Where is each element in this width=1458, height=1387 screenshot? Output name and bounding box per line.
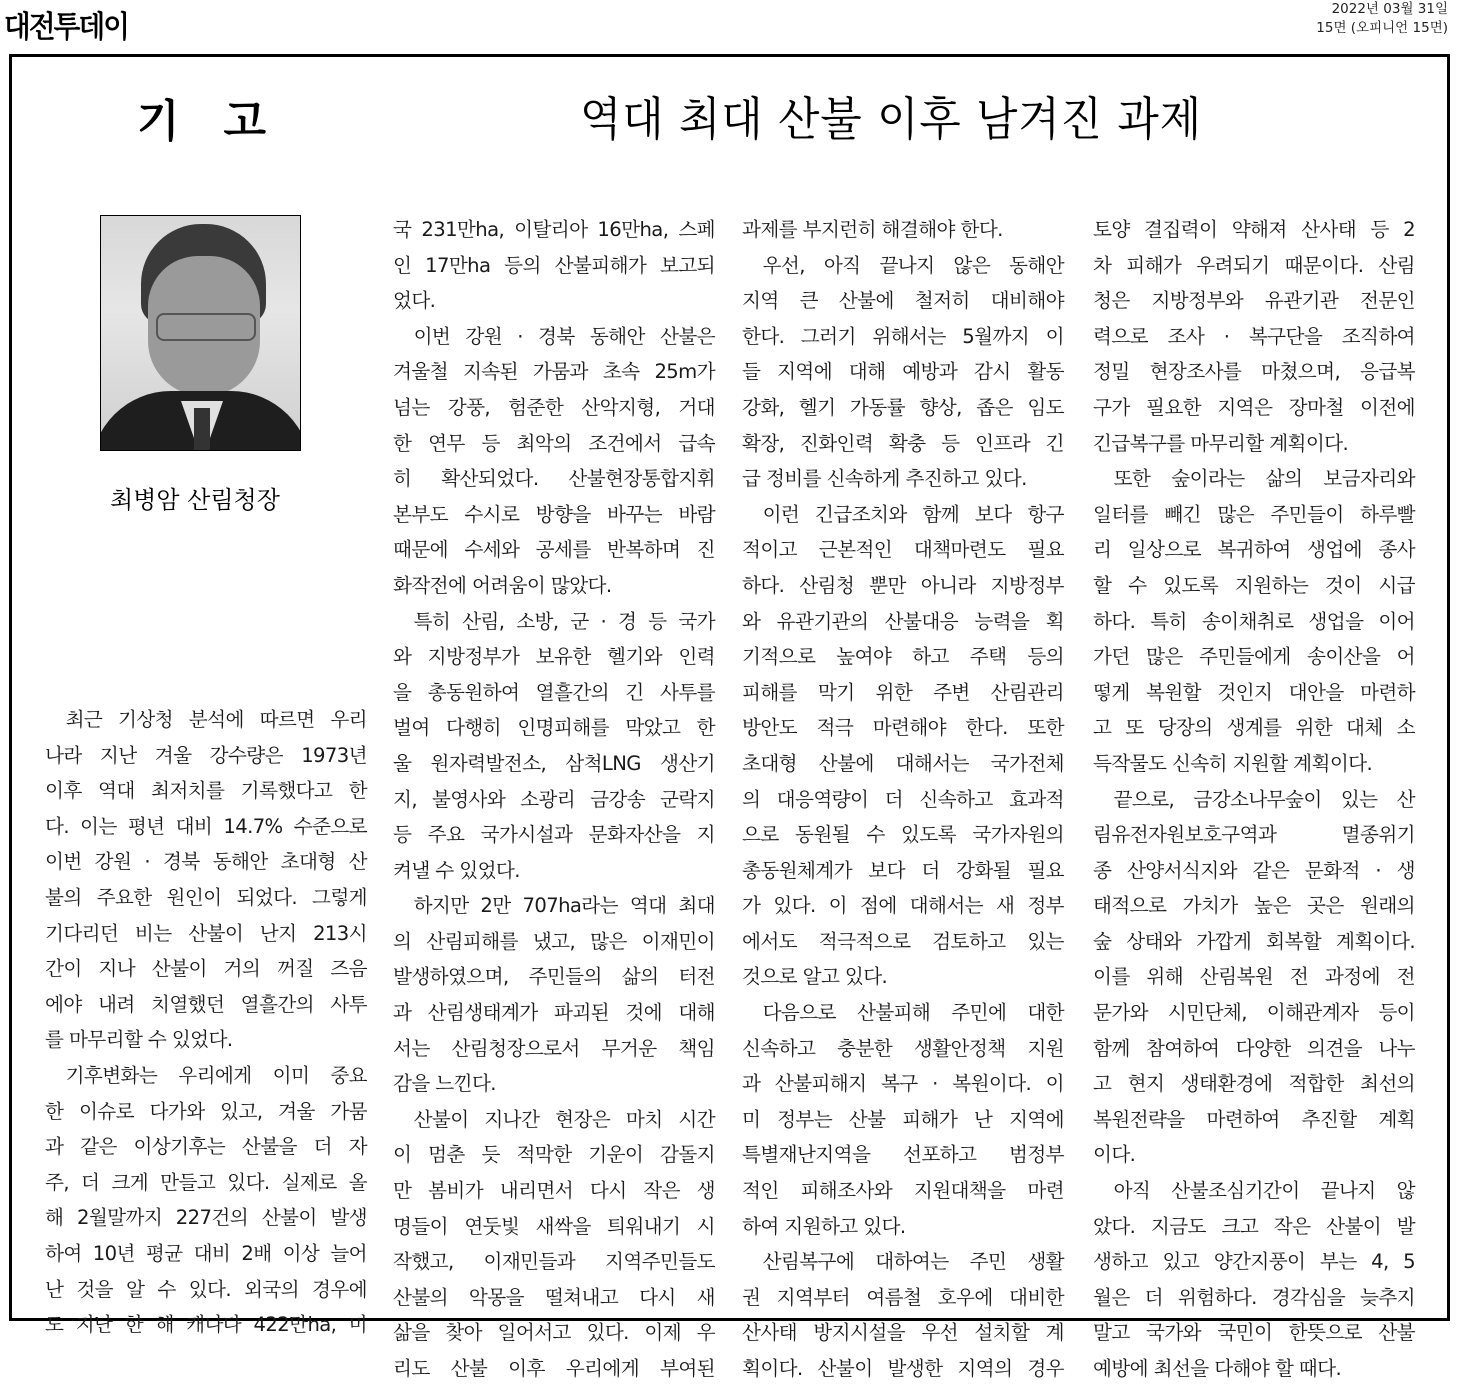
article-text-line: 긴급복구를 마무리할 계획이다.: [1093, 431, 1349, 455]
article-text-line: 지역 큰 산불에 철저히 대비해야: [742, 289, 1064, 313]
article-text-line: 넘는 강풍, 험준한 산악지형, 거대: [393, 395, 715, 419]
article-text-line: 태적으로 가치가 높은 곳은 원래의: [1093, 894, 1415, 918]
article-text-line: 하다. 특히 송이채취로 생업을 이어: [1093, 609, 1415, 633]
article-text-line: 총동원체계가 보다 더 강화될 필요: [742, 858, 1064, 882]
author-byline: 최병암 산림청장: [110, 486, 280, 514]
article-text-line: 를 마무리할 수 있었다.: [45, 1028, 233, 1052]
article-text-line: 울 원자력발전소, 삼척LNG 생산기: [393, 751, 715, 775]
article-text-line: 적이고 근본적인 대책마련도 필요: [742, 538, 1064, 562]
article-text-line: 가던 많은 주민들에게 송이산을 어: [1093, 645, 1415, 669]
article-text-line: 난 것을 알 수 있다. 외국의 경우에: [45, 1277, 367, 1301]
photo-tie: [194, 408, 210, 451]
article-text-line: 등 주요 국가시설과 문화자산을 지: [393, 823, 715, 847]
article-text-line: 미 정부는 산불 피해가 난 지역에: [742, 1107, 1064, 1131]
article-text-line: 본부도 수시로 방향을 바꾸는 바람: [393, 502, 715, 526]
article-text-line: 하지만 2만 707ha라는 역대 최대: [413, 894, 715, 918]
section-label: 기고: [137, 96, 311, 147]
article-text-line: 으로 동원될 수 있도록 국가자원의: [742, 823, 1064, 847]
article-text-line: 에서도 적극적으로 검토하고 있는: [742, 929, 1064, 953]
article-headline: 역대 최대 산불 이후 남겨진 과제: [580, 92, 1202, 146]
article-column-3: [742, 212, 1064, 1387]
article-text-line: 만 봄비가 내리면서 다시 작은 생: [393, 1179, 715, 1203]
article-text-line: 리도 산불 이후 우리에게 부여된: [393, 1357, 715, 1380]
article-text-line: 이 멈춘 듯 적막한 기운이 감돌지: [393, 1143, 715, 1167]
article-text-line: 떻게 복원할 것인지 대안을 마련하: [1093, 680, 1415, 704]
photo-glasses: [156, 313, 256, 341]
article-text-line: 하여 10년 평균 대비 2배 이상 늘어: [45, 1241, 367, 1265]
article-text-line: 삶을 찾아 일어서고 있다. 이제 우: [393, 1321, 715, 1345]
article-text-line: 정밀 현장조사를 마쳤으며, 응급복: [1093, 360, 1415, 384]
article-text-line: 하다. 산림청 뿐만 아니라 지방정부: [742, 573, 1064, 597]
article-text-line: 이번 강원 · 경북 동해안 산불은: [413, 324, 715, 348]
article-text-line: 와 지방정부가 보유한 헬기와 인력: [393, 645, 715, 669]
article-text-line: 고 또 당장의 생계를 위한 대체 소: [1093, 716, 1415, 740]
article-text-line: 산불의 악몽을 떨쳐내고 다시 새: [393, 1285, 715, 1309]
article-text-line: 신속하고 충분한 생활안정책 지원: [742, 1036, 1064, 1060]
article-text-line: 이런 긴급조치와 함께 보다 항구: [762, 502, 1064, 526]
page-number: 15면 (오피니언 15면): [1316, 20, 1448, 36]
article-text-line: 생하고 있고 양간지풍이 부는 4, 5: [1093, 1250, 1415, 1274]
article-text-line: 초대형 산불에 대해서는 국가전체: [742, 751, 1064, 775]
article-text-line: 고 현지 생태환경에 적합한 최선의: [1093, 1072, 1415, 1096]
article-text-line: 특별재난지역을 선포하고 범정부: [742, 1143, 1064, 1167]
article-text-line: 작했고, 이재민들과 지역주민들도: [393, 1250, 715, 1274]
article-text-line: 감을 느낀다.: [393, 1072, 496, 1096]
article-text-line: 산불이 지나간 현장은 마치 시간: [413, 1107, 715, 1131]
article-column-4: [1093, 212, 1415, 1387]
article-text-line: 인 17만ha 등의 산불피해가 보고되: [393, 253, 715, 277]
page-meta: [1316, 0, 1448, 38]
article-text-line: 다. 이는 평년 대비 14.7% 수준으로: [45, 814, 367, 838]
article-text-line: 우선, 아직 끝나지 않은 동해안: [762, 253, 1064, 277]
article-text-line: 과 산림생태계가 파괴된 것에 대해: [393, 1001, 715, 1025]
article-text-line: 이후 역대 최저치를 기록했다고 한: [45, 779, 367, 803]
article-text-line: 국 231만ha, 이탈리아 16만ha, 스페: [393, 218, 715, 241]
article-text-line: 차 피해가 우려되기 때문이다. 산림: [1093, 253, 1415, 277]
article-text-line: 었다.: [393, 289, 436, 313]
article-text-line: 기후변화는 우리에게 이미 중요: [65, 1063, 367, 1087]
article-text-line: 이를 위해 산림복원 전 과정에 전: [1093, 965, 1415, 989]
article-text-line: 문가와 시민단체, 이해관계자 등이: [1093, 1001, 1415, 1025]
article-text-line: 발생하였으며, 주민들의 삶의 터전: [393, 965, 715, 989]
article-text-line: 급 정비를 신속하게 추진하고 있다.: [742, 467, 1027, 491]
article-text-line: 권 지역부터 여름철 호우에 대비한: [742, 1285, 1064, 1309]
article-column-2: [393, 212, 715, 1387]
article-text-line: 히 확산되었다. 산불현장통합지휘: [393, 467, 715, 491]
article-text-line: 겨울철 지속된 가뭄과 초속 25m가: [393, 360, 715, 384]
article-text-line: 득작물도 신속히 지원할 계획이다.: [1093, 751, 1373, 775]
article-text-line: 산사태 방지시설을 우선 설치할 계: [742, 1321, 1064, 1345]
article-text-line: 확장, 진화인력 확충 등 인프라 긴: [742, 431, 1064, 455]
article-text-line: 월은 더 위험하다. 경각심을 늦추지: [1093, 1285, 1415, 1309]
article-text-line: 때문에 수세와 공세를 반복하며 진: [393, 538, 715, 562]
article-text-line: 과 산불피해지 복구 · 복원이다. 이: [742, 1072, 1064, 1096]
article-text-line: 에야 내려 치열했던 열흘간의 사투: [45, 992, 367, 1016]
article-text-line: 청은 지방정부와 유관기관 전문인: [1093, 289, 1415, 313]
article-text-line: 화작전에 어려움이 많았다.: [393, 573, 612, 597]
newspaper-masthead: 대전투데이: [4, 10, 129, 45]
article-text-line: 이다.: [1093, 1143, 1136, 1167]
article-text-line: 함께 참여하여 다양한 의견을 나누: [1093, 1036, 1415, 1060]
publish-date: 2022년 03월 31일: [1331, 1, 1448, 17]
article-text-line: 한 이슈로 다가와 있고, 겨울 가뭄: [45, 1099, 367, 1123]
article-text-line: 명들이 연둣빛 새싹을 틔워내기 시: [393, 1214, 715, 1238]
article-text-line: 와 유관기관의 산불대응 능력을 획: [742, 609, 1064, 633]
article-text-line: 림유전자원보호구역과 멸종위기: [1093, 823, 1415, 847]
article-text-line: 최근 기상청 분석에 따르면 우리: [65, 708, 367, 731]
article-text-line: 서는 산림청장으로서 무거운 책임: [393, 1036, 715, 1060]
article-text-line: 획이다. 산불이 발생한 지역의 경우: [742, 1357, 1064, 1380]
author-photo: [100, 215, 301, 451]
article-text-line: 주, 더 크게 만들고 있다. 실제로 올: [45, 1170, 367, 1194]
article-text-line: 과 같은 이상기후는 산불을 더 자: [45, 1135, 367, 1159]
article-text-line: 적인 피해조사와 지원대책을 마련: [742, 1179, 1064, 1203]
article-text-line: 켜낼 수 있었다.: [393, 858, 520, 882]
article-text-line: 특히 산림, 소방, 군 · 경 등 국가: [413, 609, 715, 633]
article-text-line: 예방에 최선을 다해야 할 때다.: [1093, 1357, 1342, 1380]
article-text-line: 간이 지나 산불이 거의 꺼질 즈음: [45, 957, 367, 981]
article-text-line: 복원전략을 마련하여 추진할 계획: [1093, 1107, 1415, 1131]
article-text-line: 의 산림피해를 냈고, 많은 이재민이: [393, 929, 715, 953]
article-text-line: 한 연무 등 최악의 조건에서 급속: [393, 431, 715, 455]
article-text-line: 나라 지난 겨울 강수량은 1973년: [45, 743, 367, 767]
article-text-line: 구가 필요한 지역은 장마철 이전에: [1093, 395, 1415, 419]
article-text-line: 일터를 빼긴 많은 주민들이 하루빨: [1093, 502, 1415, 526]
article-text-line: 과제를 부지런히 해결해야 한다.: [742, 218, 1003, 241]
article-text-line: 할 수 있도록 지원하는 것이 시급: [1093, 573, 1415, 597]
article-text-line: 다음으로 산불피해 주민에 대한: [762, 1001, 1064, 1025]
article-text-line: 력으로 조사 · 복구단을 조직하여: [1093, 324, 1415, 348]
article-text-line: 기다리던 비는 산불이 난지 213시: [45, 921, 367, 945]
article-text-line: 방안도 적극 마련해야 한다. 또한: [742, 716, 1064, 740]
article-text-line: 해 2월말까지 227건의 산불이 발생: [45, 1206, 367, 1230]
article-text-line: 기적으로 높여야 하고 주택 등의: [742, 645, 1064, 669]
article-text-line: 토양 결집력이 약해져 산사태 등 2: [1093, 218, 1415, 241]
article-text-line: 숲 상태와 가깝게 회복할 계획이다.: [1093, 929, 1415, 953]
article-text-line: 리 일상으로 복귀하여 생업에 종사: [1093, 538, 1415, 562]
article-text-line: 말고 국가와 국민이 한뜻으로 산불: [1093, 1321, 1415, 1345]
article-text-line: 불의 주요한 원인이 되었다. 그렇게: [45, 885, 367, 909]
article-text-line: 았다. 지금도 크고 작은 산불이 발: [1093, 1214, 1415, 1238]
article-text-line: 하여 지원하고 있다.: [742, 1214, 906, 1238]
article-text-line: 지, 불영사와 소광리 금강송 군락지: [393, 787, 715, 811]
article-text-line: 도 지난 한 해 캐나다 422만ha, 미: [45, 1313, 367, 1337]
article-text-line: 산림복구에 대하여는 주민 생활: [762, 1250, 1064, 1274]
article-text-line: 벌여 다행히 인명피해를 막았고 한: [393, 716, 715, 740]
article-text-line: 끝으로, 금강소나무숲이 있는 산: [1113, 787, 1415, 811]
article-text-line: 들 지역에 대해 예방과 감시 활동: [742, 360, 1064, 384]
article-text-line: 이번 강원 · 경북 동해안 초대형 산: [45, 850, 367, 874]
article-text-line: 을 총동원하여 열흘간의 긴 사투를: [393, 680, 715, 704]
article-text-line: 아직 산불조심기간이 끝나지 않: [1113, 1179, 1415, 1203]
article-column-1: [45, 702, 367, 1343]
article-text-line: 종 산양서식지와 같은 문화적 · 생: [1093, 858, 1415, 882]
article-text-line: 의 대응역량이 더 신속하고 효과적: [742, 787, 1064, 811]
article-text-line: 한다. 그러기 위해서는 5월까지 이: [742, 324, 1064, 348]
article-text-line: 것으로 알고 있다.: [742, 965, 888, 989]
article-text-line: 가 있다. 이 점에 대해서는 새 정부: [742, 894, 1064, 918]
article-text-line: 피해를 막기 위한 주변 산림관리: [742, 680, 1064, 704]
article-text-line: 또한 숲이라는 삶의 보금자리와: [1113, 467, 1415, 491]
article-text-line: 강화, 헬기 가동률 향상, 좁은 임도: [742, 395, 1064, 419]
